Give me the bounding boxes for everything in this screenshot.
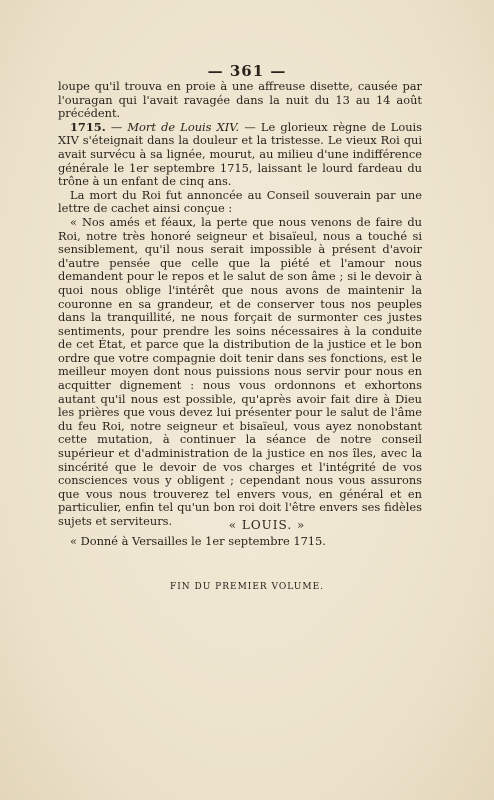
body-text xyxy=(58,80,422,548)
year-heading: 1715. xyxy=(70,119,106,134)
section-title: — Mort de Louis XIV. xyxy=(110,119,240,134)
paragraph-ouragan: loupe qu'il trouva en proie à une affreuse disette, causée par l'ouragan qui l'avait ravagée dans la nuit du 13 au 14 août précédent. xyxy=(58,79,422,121)
section-text: — Le glorieux règne de Louis XIV s'éteignait dans la douleur et la tristesse. Le vieux Roi qui avait survécu à sa lignée, mourut, au milieu d'une indifférence générale le 1er septembre 1715, laissant le lourd fardeau du trône à un enfant de cinq ans. xyxy=(58,119,423,189)
paragraph-mort-louis-xiv xyxy=(58,121,422,189)
paragraph-donne: « Donné à Versailles le 1er septembre 1715. xyxy=(70,533,326,548)
paragraph-annonce: La mort du Roi fut annoncée au Conseil souverain par une lettre de cachet ainsi conçue : xyxy=(58,187,422,216)
page-number: — 361 — xyxy=(207,62,287,80)
paragraph-lettre: « Nos amés et féaux, la perte que nous venons de faire du Roi, notre très honoré seigneur et bisaïeul, nous a touché si sensiblement, qu'il nous serait impossible à présent d'avoir d'autre pensée que celle que la piété et l'amour nous demandent pour le repos et le salut de son âme ; si le devoir à quoi nous oblige l'intérêt que nous avons de maintenir la couronne en sa grandeur, et de conserver tous nos peuples dans la tranquillité, ne nous forçait de surmonter ces justes sentiments, pour prendre les soins nécessaires à la conduite de cet État, et parce que la distribution de la justice et le bon ordre que votre compagnie doit tenir dans ses fonctions, est le meilleur moyen dont nous puissions nous servir pour nous en acquitter dignement : nous vous ordonnons et exhortons autant qu'il nous est possible, qu'après avoir fait dire à Dieu les prières que vous devez lui présenter pour le salut de l'âme du feu Roi, notre seigneur et bisaïeul, vous ayez nonobstant cette mutation, à continuer la séance de notre conseil supérieur et d'administration de la justice en nos îles, avec la sincérité que le devoir de vos charges et l'intégrité de vos consciences vous y obligent ; cependant nous vous assurons que vous nous trouverez tel envers vous, en général et en particulier, enfin tel qu'un bon roi doit l'être envers ses fidèles sujets et serviteurs. xyxy=(58,214,422,528)
signature: « LOUIS. » xyxy=(228,518,306,532)
end-of-volume: FIN DU PREMIER VOLUME. xyxy=(169,582,324,592)
